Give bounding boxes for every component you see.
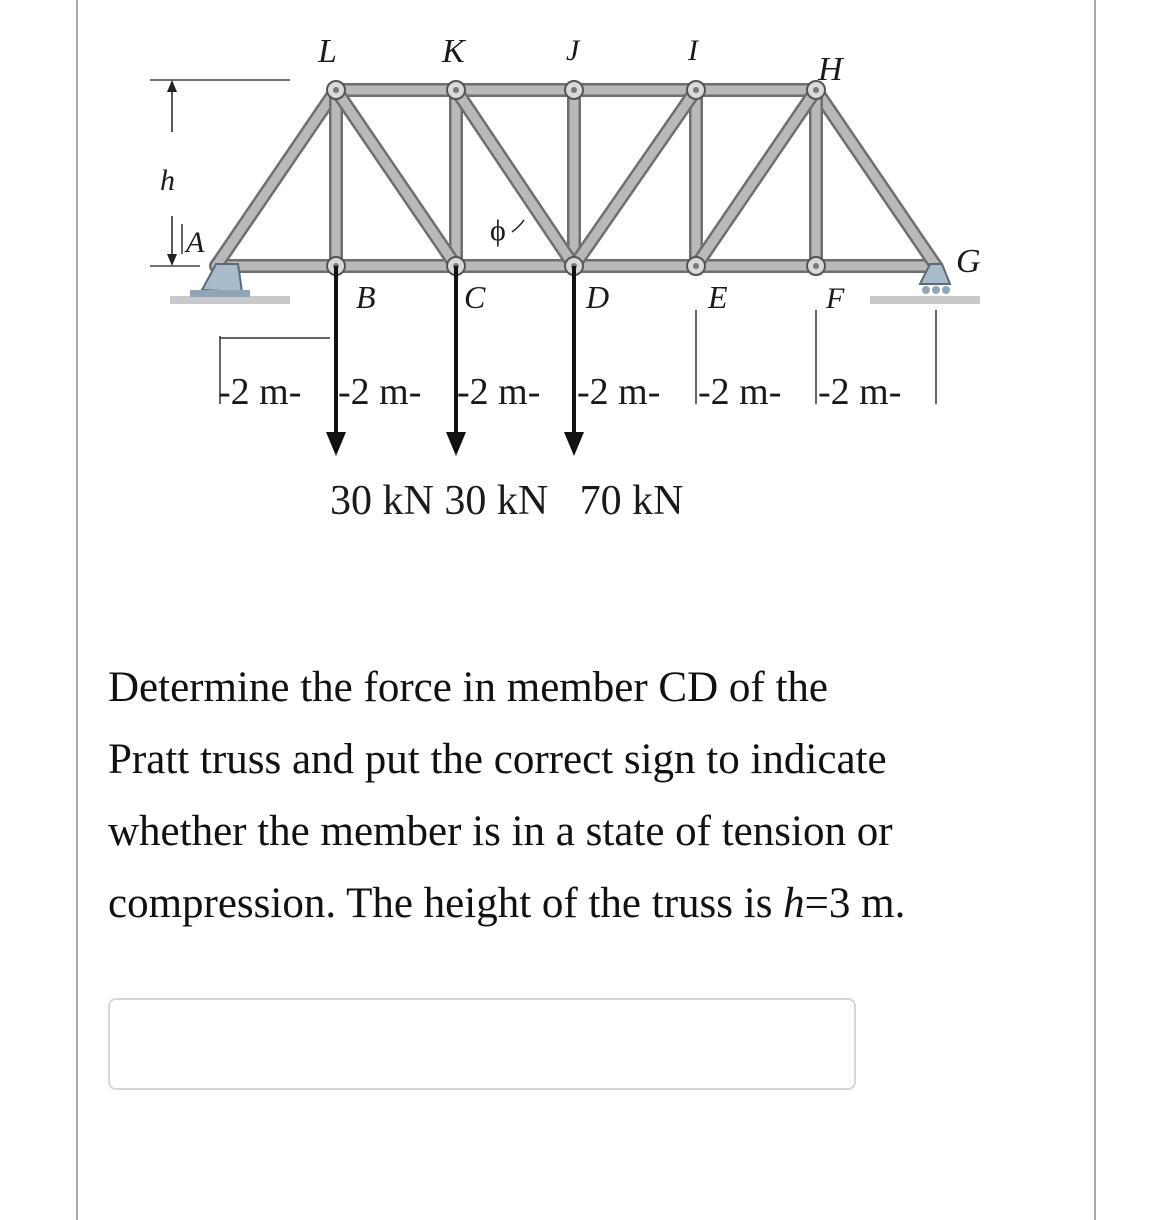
angle-label: ϕ [490,214,506,247]
spacing-label-1: -2 m- [218,371,302,413]
joint-label-F: F [826,282,845,315]
joint-pin-F [813,263,819,269]
left-ground [170,296,290,304]
joint-pin-J [571,87,577,93]
question-line-2: Pratt truss and put the correct sign to indicate [108,736,887,783]
joint-label-G: G [956,243,981,280]
member-KD [456,90,574,266]
joint-pin-K [453,87,459,93]
member-HG [816,90,936,266]
joint-label-K: K [442,33,465,70]
joint-label-B: B [356,279,376,315]
joint-label-D: D [586,279,610,315]
spacing-label-5: -2 m- [698,371,782,413]
spacing-label-4: -2 m- [577,371,661,413]
member-HE [696,90,816,266]
joint-label-E: E [708,279,728,315]
answer-input[interactable] [108,998,856,1090]
height-dimension [150,80,290,266]
joint-label-H: H [818,51,843,88]
member-AL [216,90,336,266]
question-line-4: compression. The height of the truss is h=3 m. [108,880,906,927]
spacing-label-6: -2 m- [818,371,902,413]
question-line-1: Determine the force in member CD of the [108,664,828,711]
member-ID [574,90,696,266]
truss-members [216,90,936,266]
truss-diagram [130,20,1000,540]
joint-label-I: I [688,34,698,67]
joint-pin-I [693,87,699,93]
loads-caption: 30 kN 30 kN 70 kN [330,478,684,524]
joint-label-C: C [464,279,486,315]
spacing-label-2: -2 m- [338,371,422,413]
joint-label-A: A [186,226,205,259]
joint-label-L: L [318,33,337,70]
joint-pin-E [693,263,699,269]
question-line-3: whether the member is in a state of tension or [108,808,893,855]
right-ground [870,296,980,304]
member-LC [336,90,456,266]
spacing-labels [218,371,901,413]
truss-figure [130,20,1000,540]
question-text [108,652,1000,940]
height-label: h [160,164,175,197]
spacing-label-3: -2 m- [457,371,541,413]
joint-pin-L [333,87,339,93]
joint-label-J: J [566,34,580,67]
